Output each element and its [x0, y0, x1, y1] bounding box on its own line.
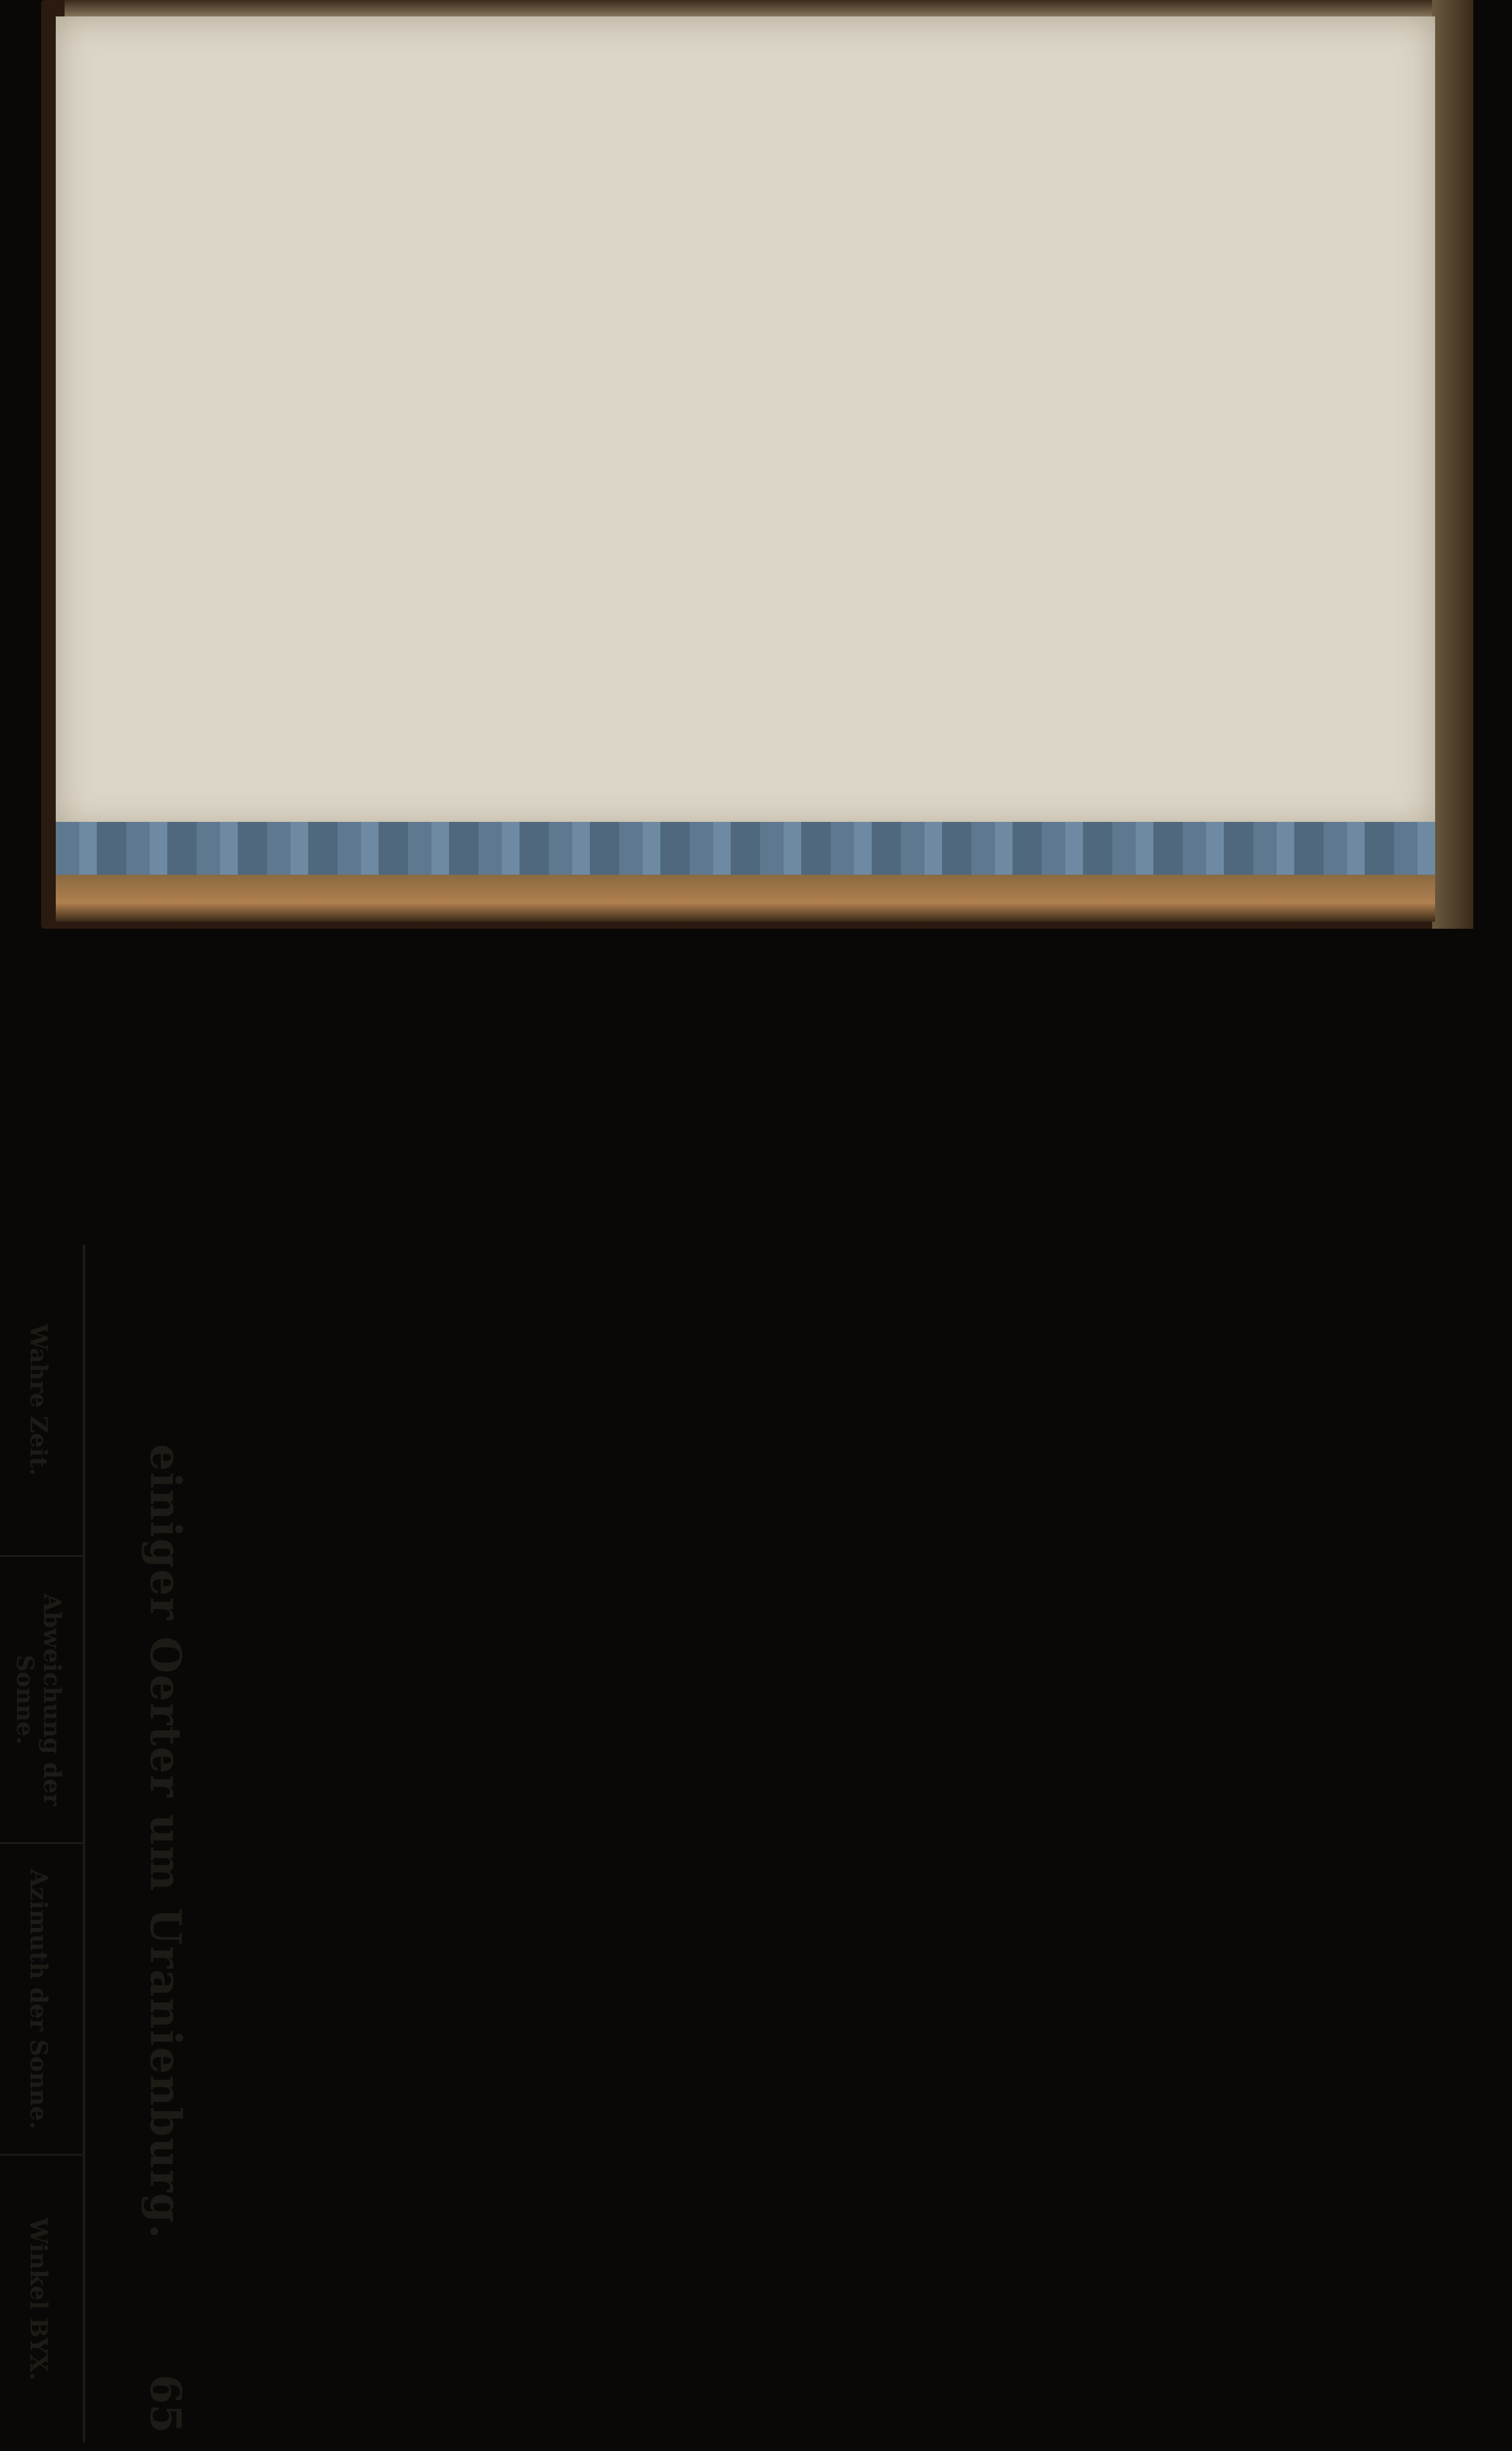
book-board-edge [56, 875, 1435, 922]
observation-table [0, 1245, 85, 2442]
marbled-fore-edge [56, 822, 1435, 878]
running-head [114, 1233, 203, 2451]
book-spine-edge [1432, 0, 1473, 929]
rotated-page-content [0, 1233, 203, 2451]
page-number: 65 [141, 2374, 191, 2433]
column-header: Azimuth der Sonne. [0, 1843, 83, 2155]
column-header: Wahre Zeit. [0, 1245, 83, 1556]
page-title: einiger Oerter um Uranienburg. [141, 1444, 191, 2240]
printed-page [56, 16, 1435, 830]
table-header-row [0, 1245, 83, 2442]
page-block-top-edge [65, 0, 1438, 18]
column-header: Winkel BYX. [0, 2155, 83, 2442]
column-header: Abweichung der Sonne. [0, 1556, 83, 1843]
